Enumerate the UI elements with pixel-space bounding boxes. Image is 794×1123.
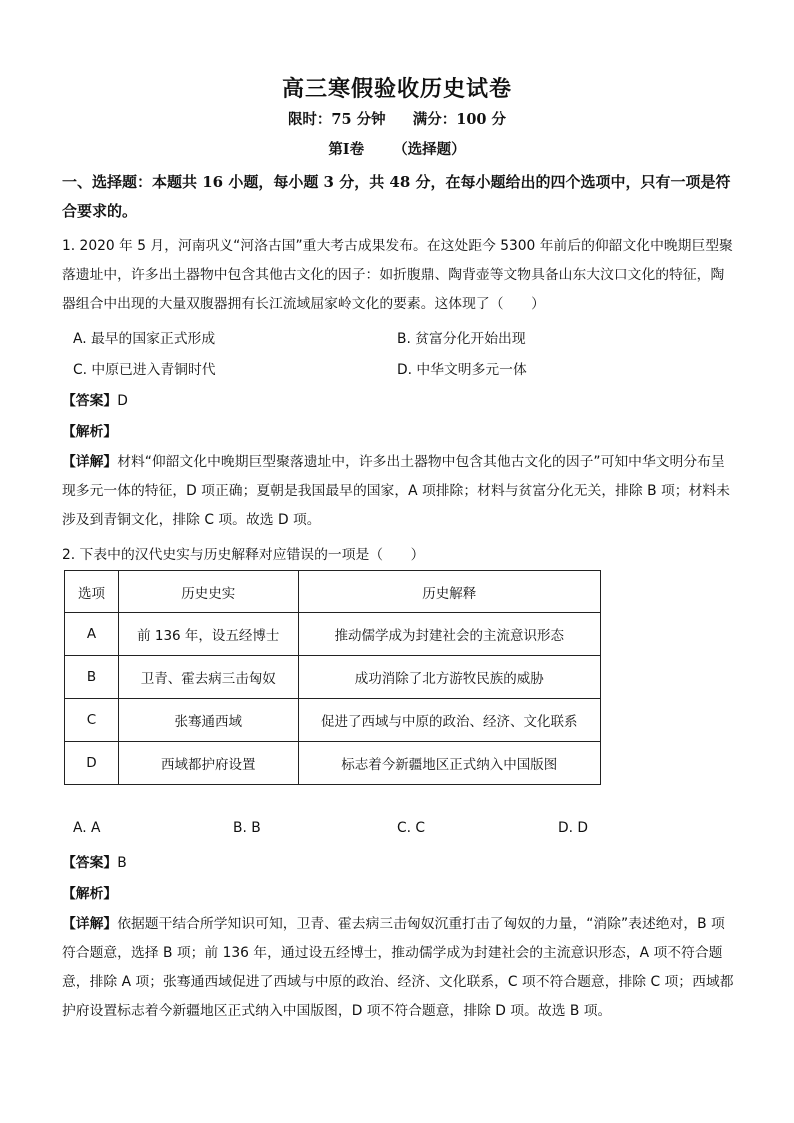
table-cell: 促进了西域与中原的政治、经济、文化联系: [298, 699, 600, 742]
volume-heading: [0, 138, 794, 159]
q2-analysis: [62, 882, 117, 902]
q1-option-a: A. 最早的国家正式形成: [73, 331, 216, 347]
full-score: 满分：100 分: [412, 111, 507, 128]
answer-label: 【答案】: [62, 393, 118, 409]
time-limit: 限时：75 分钟: [287, 111, 386, 128]
analysis-label: 【解析】: [62, 886, 118, 902]
question-1-stem: 1. 2020 年 5 月，河南巩义“河洛古国”重大考古成果发布。在这处距今 5300 年前后的仰韶文化中晚期巨型聚落遗址中，许多出土器物中包含其他古文化的因子：如折腹鼎、陶背壶等文物具备山东大汶口文化的特征，陶器组合中出现的大量双腹器拥有长江流域屈家岭文化的要素。这体现了（ ）: [62, 238, 733, 312]
table-header: 选项: [65, 571, 119, 613]
table-cell: 成功消除了北方游牧民族的威胁: [298, 656, 600, 699]
table-header: 历史解释: [298, 571, 600, 613]
table-cell: 前 136 年，设五经博士: [118, 613, 298, 656]
table-cell: A: [65, 613, 119, 656]
analysis-label: 【解析】: [62, 424, 118, 440]
q2-option-c: C. C: [397, 820, 426, 836]
q1-option-d: D. 中华文明多元一体: [397, 362, 527, 378]
q2-option-b: B. B: [233, 820, 261, 836]
table-cell: 卫青、霍去病三击匈奴: [118, 656, 298, 699]
answer-value: D: [117, 393, 128, 409]
table-cell: C: [65, 699, 119, 742]
table-row: [65, 656, 601, 699]
q1-answer: [62, 389, 128, 409]
table-cell: B: [65, 656, 119, 699]
table-row: [65, 699, 601, 742]
detail-label: 【详解】: [62, 454, 118, 470]
table-row: [65, 613, 601, 656]
question-2-stem: 2. 下表中的汉代史实与历史解释对应错误的一项是（ ）: [62, 547, 425, 563]
exam-meta: [0, 108, 794, 129]
table-cell: 张骞通西域: [118, 699, 298, 742]
table-cell: 西域都护府设置: [118, 742, 298, 785]
answer-value: B: [117, 855, 127, 871]
detail-label: 【详解】: [62, 916, 118, 932]
volume-type: （选择题）: [393, 141, 466, 158]
q1-option-c: C. 中原已进入青铜时代: [73, 362, 216, 378]
exam-title: 高三寒假验收历史试卷: [281, 76, 512, 102]
q2-answer: [62, 851, 127, 871]
q2-option-a: A. A: [73, 820, 101, 836]
table-cell: 标志着今新疆地区正式纳入中国版图: [298, 742, 600, 785]
detail-text: 材料“仰韶文化中晚期巨型聚落遗址中，许多出土器物中包含其他古文化的因子”可知中华文明分布呈现多元一体的特征，D 项正确；夏朝是我国最早的国家，A 项排除；材料与贫富分化无关，排除 B 项；材料未涉及到青铜文化，排除 C 项。故选 D 项。: [62, 454, 730, 528]
q2-option-d: D. D: [558, 820, 589, 836]
q2-detail: [62, 910, 734, 1026]
section-heading: 一、选择题：本题共 16 小题，每小题 3 分，共 48 分，在每小题给出的四个选项中，只有一项是符合要求的。: [62, 173, 731, 220]
answer-label: 【答案】: [62, 855, 118, 871]
volume-label: 第Ⅰ卷: [328, 141, 365, 158]
table-header: 历史史实: [118, 571, 298, 613]
q1-option-b: B. 贫富分化开始出现: [397, 331, 526, 347]
table-row: [65, 742, 601, 785]
q1-detail: [62, 448, 734, 535]
detail-text: 依据题干结合所学知识可知，卫青、霍去病三击匈奴沉重打击了匈奴的力量，“消除”表述绝对，B 项符合题意，选择 B 项；前 136 年，通过设五经博士，推动儒学成为封建社会的主流意识形态，A 项不符合题意，排除 A 项；张骞通西域促进了西域与中原的政治、经济、文化联系，C 项不符合题意，排除 C 项；西域都护府设置标志着今新疆地区正式纳入中国版图，D 项不符合题意，排除 D 项。故选 B 项。: [62, 916, 734, 1019]
history-table: [64, 570, 601, 785]
q1-analysis: [62, 420, 117, 440]
table-cell: 推动儒学成为封建社会的主流意识形态: [298, 613, 600, 656]
table-header-row: [65, 571, 601, 613]
table-cell: D: [65, 742, 119, 785]
